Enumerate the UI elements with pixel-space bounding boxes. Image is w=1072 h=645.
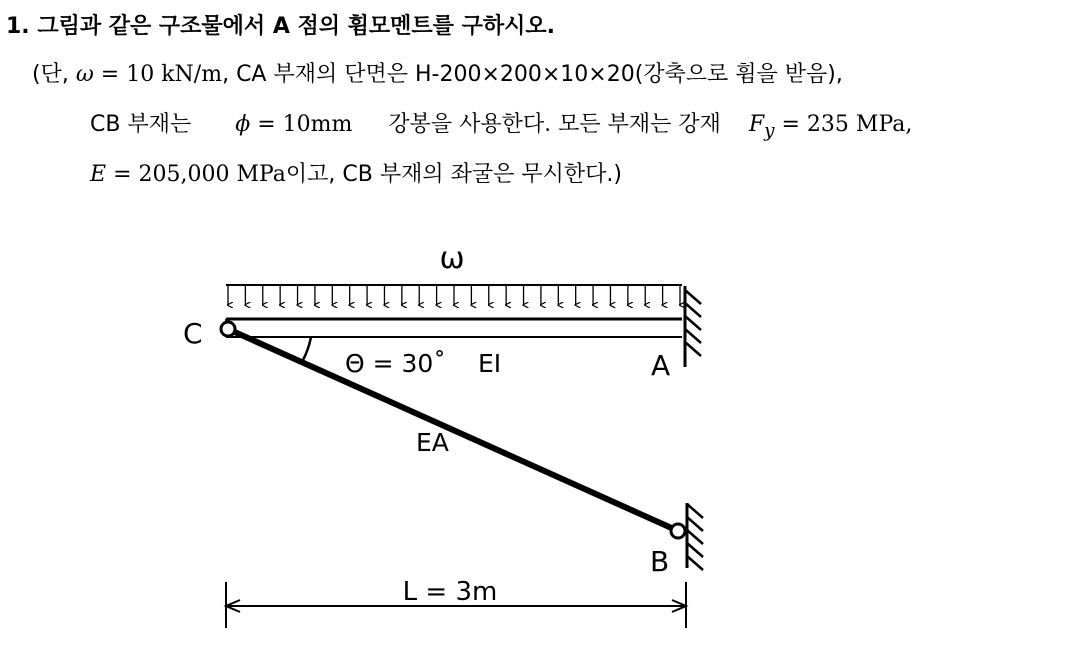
rod-diameter-value: = 10mm [257,112,353,137]
load-value: = 10 kN/m [100,62,223,87]
distributed-load [226,285,682,305]
condition-prefix: (단, [32,62,69,87]
beam-ca [226,319,682,337]
fy-symbol: F [748,112,765,137]
node-c-label: C [183,317,203,350]
problem-title: 1. 그림과 같은 구조물에서 A 점의 휨모멘트를 구하시오. [6,14,555,39]
rod-description: CB 부재는 [90,112,192,137]
elastic-modulus-value: = 205,000 MPa [113,162,286,187]
hatch-line [687,517,703,531]
fy-subscript: y [764,120,775,142]
beam-stiffness-label: EI [478,349,502,378]
hatch-line [685,316,701,330]
angle-arc [303,337,311,360]
load-arrows [228,286,680,305]
material-description: 강봉을 사용한다. 모든 부재는 강재 [388,112,721,137]
hatch-line [687,556,703,570]
node-a-label: A [651,349,671,382]
fixed-support-b-icon [687,503,703,570]
section-description: , CA 부재의 단면은 H-200×200×10×20(강축으로 휨을 받음), [222,62,843,87]
span-label: L = 3m [402,577,498,607]
hatch-line [685,303,701,317]
hatch-line [687,530,703,544]
angle-label: Θ = 30˚ [345,349,446,378]
load-label: ω [439,241,465,276]
node-b-label: B [650,545,670,578]
buckling-note: 이고, CB 부재의 좌굴은 무시한다.) [285,162,622,187]
hatch-line [685,329,701,343]
phi-symbol: ϕ [235,112,251,137]
hatch-line [687,504,703,518]
hatch-line [685,342,701,356]
yield-strength-value: = 235 MPa, [781,112,913,137]
omega-symbol: ω [75,62,94,87]
rod-stiffness-label: EA [416,428,449,457]
hinge-b-icon [671,524,685,538]
fixed-support-a-icon [685,286,701,367]
e-symbol: E [90,162,107,187]
hatch-line [685,290,701,304]
hinge-c-icon [221,322,235,336]
hatch-line [687,543,703,557]
rod-cb [228,329,676,530]
